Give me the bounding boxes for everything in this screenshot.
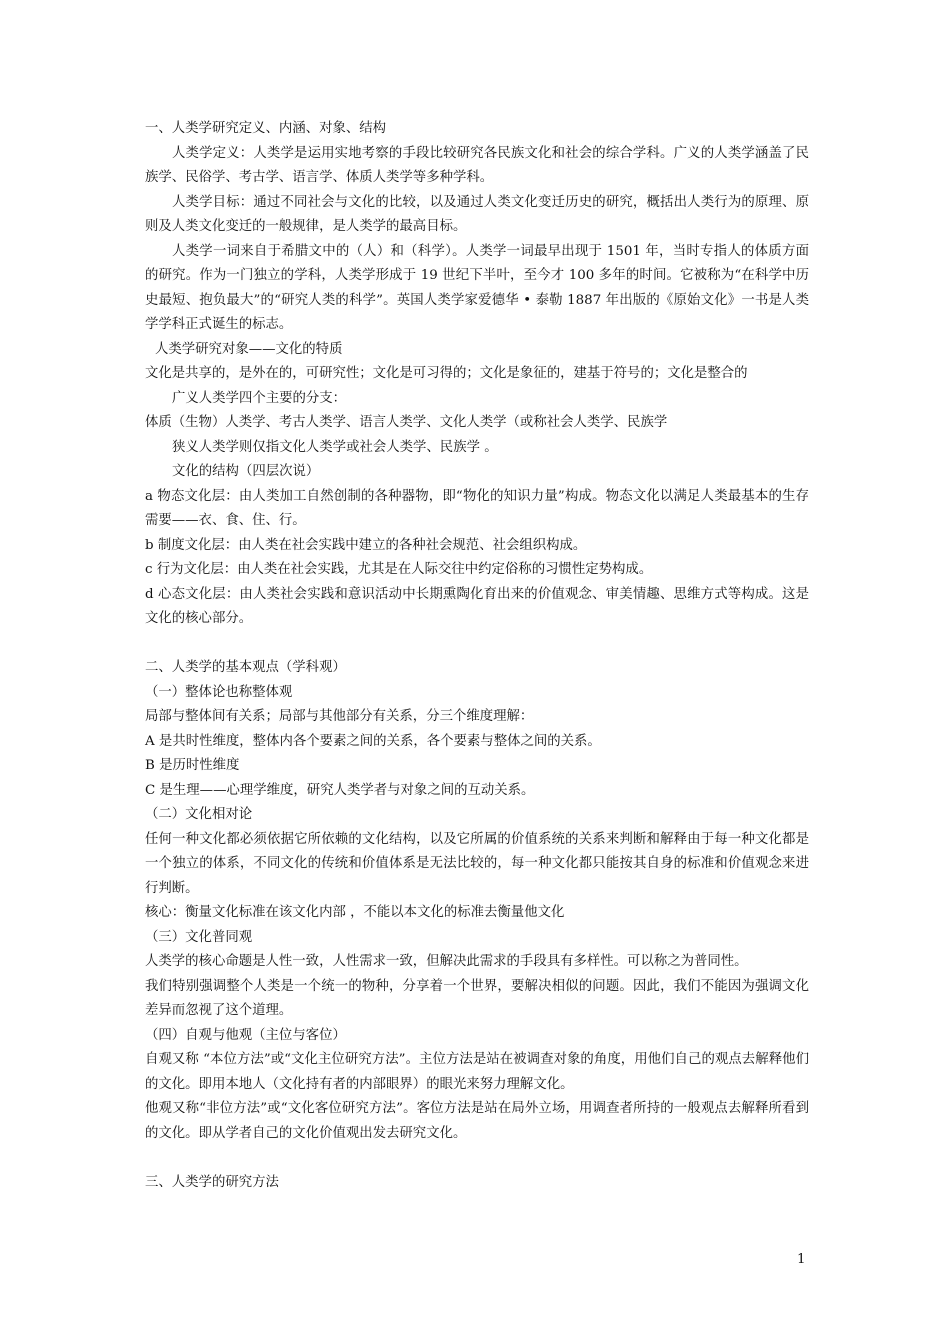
blank-line bbox=[145, 1146, 809, 1171]
document-body bbox=[145, 117, 809, 1195]
paragraph: 一、人类学研究定义、内涵、对象、结构 bbox=[145, 121, 387, 136]
paragraph: 我们特别强调整个人类是一个统一的物种，分享着一个世界，要解决相似的问题。因此，我们不能因为强调文化差异而忽视了这个道理。 bbox=[145, 978, 809, 1018]
paragraph: 人类学研究对象——文化的特质 bbox=[155, 341, 343, 357]
paragraph: 二、人类学的基本观点（学科观） bbox=[145, 660, 346, 675]
paragraph: 局部与整体间有关系；局部与其他部分有关系，分三个维度理解： bbox=[145, 709, 534, 724]
paragraph: 任何一种文化都必须依据它所依赖的文化结构，以及它所属的价值系统的关系来判断和解释由于每一种文化都是一个独立的体系，不同文化的传统和价值体系是无法比较的，每一种文化都只能按其自身的标准和价值观念来进行判断。 bbox=[145, 831, 809, 896]
paragraph: 核心：衡量文化标准在该文化内部 ，不能以本文化的标准去衡量他文化 bbox=[145, 905, 565, 920]
paragraph: a 物态文化层：由人类加工自然创制的各种器物，即“物化的知识力量”构成。物态文化以满足人类最基本的生存需要——衣、食、住、行。 bbox=[145, 488, 809, 528]
paragraph: （一）整体论也称整体观 bbox=[145, 684, 293, 700]
paragraph: 人类学目标：通过不同社会与文化的比较，以及通过人类文化变迁历史的研究，概括出人类行为的原理、原则及人类文化变迁的一般规律，是人类学的最高目标。 bbox=[145, 194, 809, 234]
blank-line bbox=[145, 632, 809, 657]
paragraph: 人类学一词来自于希腊文中的（人）和（科学）。人类学一词最早出现于 1501 年，当时专指人的体质方面的研究。作为一门独立的学科，人类学形成于 19 世纪下半叶，至今才 100 多年的时间。它被称为“在科学中历史最短、抱负最大”的“研究人类的科学”。英国人类学家爱德华 • 泰勒 1887 年出版的《原始文化》一书是人类学学科正式诞生的标志。 bbox=[145, 243, 809, 332]
paragraph: 文化的结构（四层次说） bbox=[172, 464, 320, 479]
paragraph: B 是历时性维度 bbox=[145, 758, 240, 773]
paragraph: 人类学定义：人类学是运用实地考察的手段比较研究各民族文化和社会的综合学科。广义的人类学涵盖了民族学、民俗学、考古学、语言学、体质人类学等多种学科。 bbox=[145, 145, 809, 185]
paragraph: 人类学的核心命题是人性一致，人性需求一致，但解决此需求的手段具有多样性。可以称之为普同性。 bbox=[145, 954, 748, 969]
paragraph: （四）自观与他观（主位与客位） bbox=[145, 1027, 346, 1043]
paragraph: 自观又称 “本位方法”或“文化主位研究方法”。主位方法是站在被调查对象的角度，用他们自己的观点去解释他们的文化。即用本地人（文化持有者的内部眼界）的眼光来努力理解文化。 bbox=[145, 1052, 809, 1092]
paragraph: b 制度文化层：由人类在社会实践中建立的各种社会规范、社会组织构成。 bbox=[145, 537, 587, 553]
paragraph: 体质（生物）人类学、考古人类学、语言人类学、文化人类学（或称社会人类学、民族学 bbox=[145, 415, 668, 430]
paragraph: 三、人类学的研究方法 bbox=[145, 1174, 279, 1190]
paragraph: C 是生理——心理学维度，研究人类学者与对象之间的互动关系。 bbox=[145, 782, 535, 798]
paragraph: （三）文化普同观 bbox=[145, 929, 253, 945]
paragraph: 狭义人类学则仅指文化人类学或社会人类学、民族学 。 bbox=[172, 439, 498, 455]
paragraph: d 心态文化层：由人类社会实践和意识活动中长期熏陶化育出来的价值观念、审美情趣、思维方式等构成。这是文化的核心部分。 bbox=[145, 586, 809, 626]
paragraph: 他观又称“非位方法”或“文化客位研究方法”。客位方法是站在局外立场，用调查者所持的一般观点去解释所看到的文化。即从学者自己的文化价值观出发去研究文化。 bbox=[145, 1101, 809, 1141]
page-number: 1 bbox=[797, 1252, 806, 1267]
paragraph: c 行为文化层：由人类在社会实践，尤其是在人际交往中约定俗称的习惯性定势构成。 bbox=[145, 562, 653, 577]
paragraph: 广义人类学四个主要的分支： bbox=[172, 390, 347, 406]
paragraph: A 是共时性维度，整体内各个要素之间的关系，各个要素与整体之间的关系。 bbox=[145, 733, 601, 749]
paragraph: （二）文化相对论 bbox=[145, 807, 253, 822]
paragraph: 文化是共享的，是外在的，可研究性；文化是可习得的；文化是象征的，建基于符号的；文化是整合的 bbox=[145, 366, 748, 381]
